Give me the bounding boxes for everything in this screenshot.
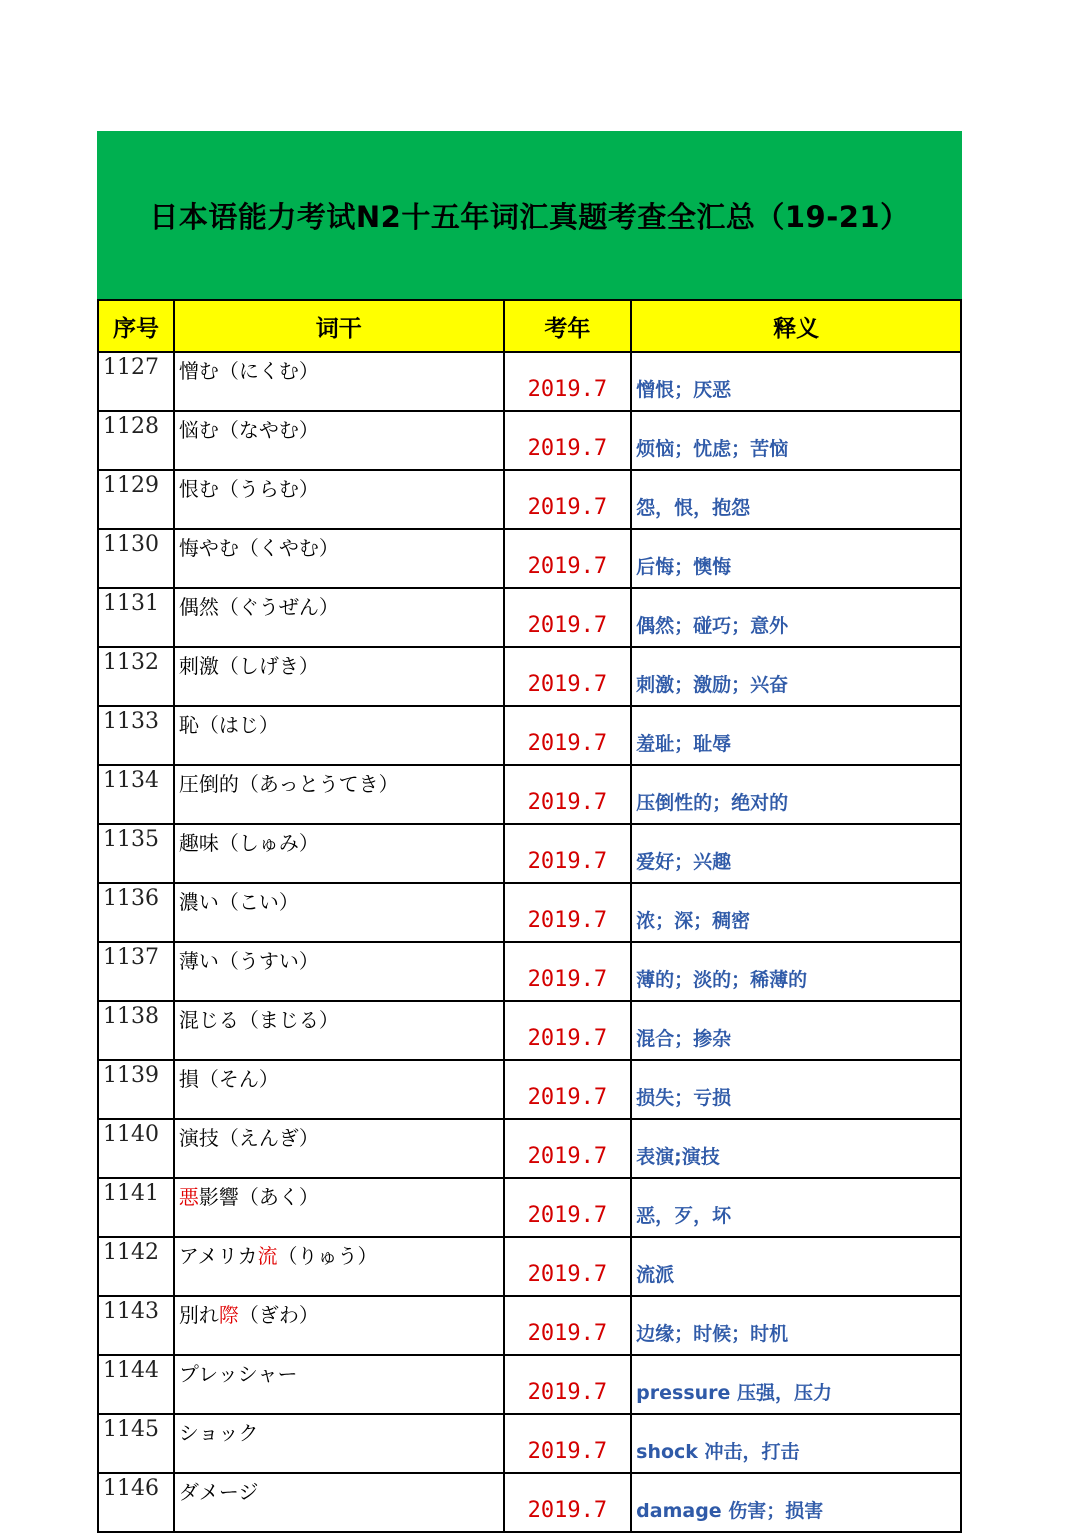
row-number: 1127 (98, 352, 174, 411)
word-text: ショック (178, 1421, 259, 1445)
table-row (98, 1355, 961, 1414)
row-number: 1143 (98, 1296, 174, 1355)
word-text: 濃い（こい） (178, 890, 299, 914)
word-stem (174, 1178, 504, 1237)
meaning: 爱好；兴趣 (631, 824, 961, 883)
meaning: 损失；亏损 (631, 1060, 961, 1119)
table-row (98, 1414, 961, 1473)
word-highlight: 流 (257, 1244, 278, 1268)
word-text: プレッシャー (178, 1362, 298, 1386)
row-number: 1138 (98, 1001, 174, 1060)
header-no: 序号 (98, 300, 174, 352)
table-row (98, 765, 961, 824)
table-row (98, 1237, 961, 1296)
header-meaning: 释义 (631, 300, 961, 352)
exam-year: 2019.7 (504, 883, 631, 942)
word-text: 憎む（にくむ） (178, 359, 319, 383)
exam-year: 2019.7 (504, 706, 631, 765)
meaning: 浓；深；稠密 (631, 883, 961, 942)
word-stem (174, 352, 504, 411)
table-row (98, 529, 961, 588)
word-stem (174, 1355, 504, 1414)
word-text: 刺激（しげき） (178, 654, 319, 678)
meaning: shock 冲击，打击 (631, 1414, 961, 1473)
table-row (98, 1001, 961, 1060)
table-row (98, 706, 961, 765)
meaning: 边缘；时候；时机 (631, 1296, 961, 1355)
meaning: damage 伤害；损害 (631, 1473, 961, 1532)
word-stem (174, 883, 504, 942)
row-number: 1139 (98, 1060, 174, 1119)
meaning: 表演;演技 (631, 1119, 961, 1178)
word-highlight: 際 (218, 1303, 239, 1327)
exam-year: 2019.7 (504, 411, 631, 470)
table-row (98, 647, 961, 706)
exam-year: 2019.7 (504, 765, 631, 824)
exam-year: 2019.7 (504, 1414, 631, 1473)
row-number: 1142 (98, 1237, 174, 1296)
word-text: アメリカ (178, 1244, 258, 1268)
row-number: 1131 (98, 588, 174, 647)
row-number: 1146 (98, 1473, 174, 1532)
word-text-rest: （ぎわ） (238, 1303, 319, 1327)
row-number: 1144 (98, 1355, 174, 1414)
word-text: 混じる（まじる） (178, 1008, 339, 1032)
meaning: 怨，恨，抱怨 (631, 470, 961, 529)
exam-year: 2019.7 (504, 1178, 631, 1237)
row-number: 1135 (98, 824, 174, 883)
header-row (98, 300, 961, 352)
table-row (98, 824, 961, 883)
table-body (98, 352, 961, 1532)
exam-year: 2019.7 (504, 1060, 631, 1119)
meaning: 压倒性的；绝对的 (631, 765, 961, 824)
table-row (98, 470, 961, 529)
word-stem (174, 1237, 504, 1296)
page-title: 日本语能力考试N2十五年词汇真题考查全汇总（19-21） (149, 199, 910, 234)
table-row (98, 1473, 961, 1532)
word-stem (174, 1296, 504, 1355)
exam-year: 2019.7 (504, 1355, 631, 1414)
meaning: 偶然；碰巧；意外 (631, 588, 961, 647)
header-year: 考年 (504, 300, 631, 352)
word-stem (174, 529, 504, 588)
word-stem (174, 942, 504, 1001)
vocab-table (97, 299, 962, 1533)
title-band (97, 131, 962, 299)
row-number: 1141 (98, 1178, 174, 1237)
word-text-rest: （りゅう） (277, 1244, 378, 1268)
word-stem (174, 1119, 504, 1178)
table-row (98, 1296, 961, 1355)
word-highlight: 悪 (178, 1185, 199, 1209)
word-text: 演技（えんぎ） (178, 1126, 319, 1150)
word-stem (174, 588, 504, 647)
table-row (98, 1178, 961, 1237)
table-row (98, 411, 961, 470)
word-text: 圧倒的（あっとうてき） (178, 772, 399, 796)
vocab-sheet (97, 131, 962, 1533)
row-number: 1129 (98, 470, 174, 529)
word-text: 偶然（ぐうぜん） (178, 595, 339, 619)
row-number: 1130 (98, 529, 174, 588)
exam-year: 2019.7 (504, 588, 631, 647)
row-number: 1128 (98, 411, 174, 470)
meaning: 流派 (631, 1237, 961, 1296)
word-stem (174, 1473, 504, 1532)
row-number: 1145 (98, 1414, 174, 1473)
word-text: 損（そん） (178, 1067, 279, 1091)
word-stem (174, 1060, 504, 1119)
table-row (98, 942, 961, 1001)
word-text: 薄い（うすい） (178, 949, 319, 973)
exam-year: 2019.7 (504, 647, 631, 706)
table-row (98, 1119, 961, 1178)
word-stem (174, 765, 504, 824)
exam-year: 2019.7 (504, 1001, 631, 1060)
word-text: 別れ (178, 1303, 219, 1327)
exam-year: 2019.7 (504, 470, 631, 529)
table-row (98, 352, 961, 411)
meaning: 恶，歹，坏 (631, 1178, 961, 1237)
table-row (98, 883, 961, 942)
exam-year: 2019.7 (504, 1237, 631, 1296)
meaning: pressure 压强，压力 (631, 1355, 961, 1414)
word-stem (174, 1414, 504, 1473)
word-text-rest: 影響（あく） (198, 1185, 319, 1209)
word-stem (174, 647, 504, 706)
exam-year: 2019.7 (504, 1473, 631, 1532)
row-number: 1136 (98, 883, 174, 942)
table-row (98, 1060, 961, 1119)
exam-year: 2019.7 (504, 352, 631, 411)
header-word: 词干 (174, 300, 504, 352)
word-stem (174, 470, 504, 529)
meaning: 刺激；激励；兴奋 (631, 647, 961, 706)
word-text: 悔やむ（くやむ） (178, 536, 339, 560)
word-text: 趣味（しゅみ） (178, 831, 319, 855)
row-number: 1137 (98, 942, 174, 1001)
meaning: 后悔；懊悔 (631, 529, 961, 588)
word-stem (174, 824, 504, 883)
exam-year: 2019.7 (504, 529, 631, 588)
row-number: 1140 (98, 1119, 174, 1178)
table-row (98, 588, 961, 647)
exam-year: 2019.7 (504, 824, 631, 883)
meaning: 羞耻；耻辱 (631, 706, 961, 765)
row-number: 1134 (98, 765, 174, 824)
row-number: 1132 (98, 647, 174, 706)
word-stem (174, 1001, 504, 1060)
meaning: 薄的；淡的；稀薄的 (631, 942, 961, 1001)
word-text: 恨む（うらむ） (178, 477, 319, 501)
exam-year: 2019.7 (504, 1119, 631, 1178)
meaning: 混合；掺杂 (631, 1001, 961, 1060)
word-stem (174, 706, 504, 765)
word-text: 恥（はじ） (178, 713, 279, 737)
meaning: 烦恼；忧虑；苦恼 (631, 411, 961, 470)
meaning: 憎恨；厌恶 (631, 352, 961, 411)
word-text: 悩む（なやむ） (178, 418, 319, 442)
exam-year: 2019.7 (504, 942, 631, 1001)
exam-year: 2019.7 (504, 1296, 631, 1355)
word-text: ダメージ (178, 1480, 259, 1504)
word-stem (174, 411, 504, 470)
row-number: 1133 (98, 706, 174, 765)
